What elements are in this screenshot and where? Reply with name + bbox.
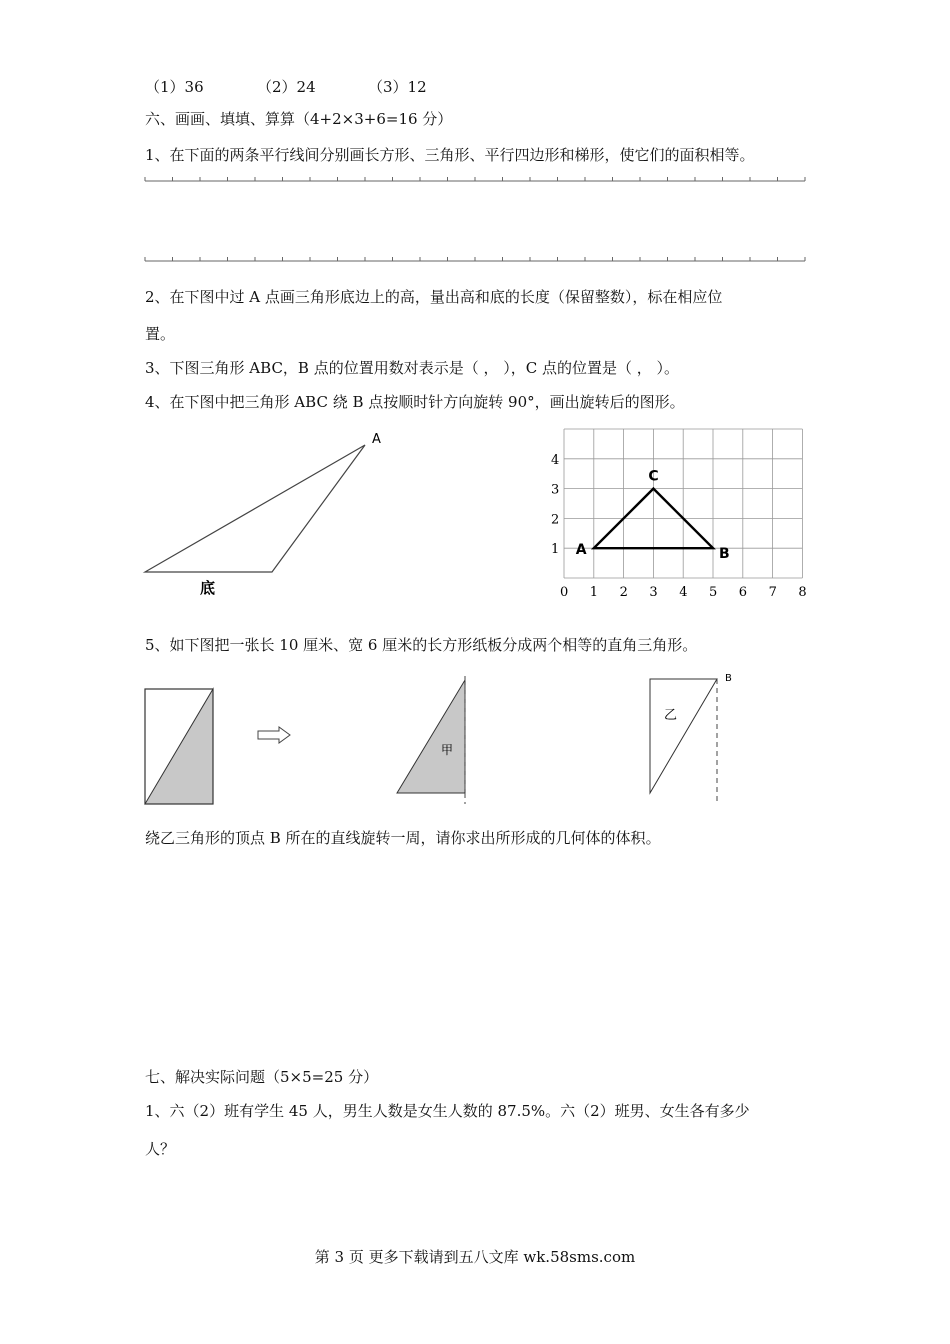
point-label-b: B <box>719 546 730 563</box>
y-tick-label: 1 <box>551 542 560 558</box>
coordinate-grid-figure <box>548 425 818 605</box>
q3-text: 3、下图三角形 ABC，B 点的位置用数对表示是（ ， ），C 点的位置是（ ， ）。 <box>145 359 680 377</box>
section7-title: 七、解决实际问题（5×5=25 分） <box>145 1068 379 1086</box>
q5-task-text: 绕乙三角形的顶点 B 所在的直线旋转一周，请你求出所形成的几何体的体积。 <box>145 829 661 847</box>
obtuse-triangle-figure <box>140 425 390 600</box>
x-tick-label: 0 <box>560 585 569 600</box>
section7-q1-line2: 人？ <box>145 1140 176 1158</box>
q4-text: 4、在下图中把三角形 ABC 绕 B 点按顺时针方向旋转 90°，画出旋转后的图形。 <box>145 393 685 411</box>
x-tick-label: 7 <box>768 585 777 600</box>
triangle-shape <box>145 445 365 572</box>
triangle-jia-shape <box>397 680 465 793</box>
right-arrow-icon <box>257 726 293 744</box>
y-tick-label: 4 <box>551 452 560 468</box>
apex-label: A <box>372 432 381 447</box>
x-tick-label: 3 <box>649 585 658 600</box>
triangle-jia-figure <box>395 676 475 806</box>
q1-text: 1、在下面的两条平行线间分别画长方形、三角形、平行四边形和梯形，使它们的面积相等。 <box>145 146 755 164</box>
base-label: 底 <box>200 579 216 597</box>
x-tick-label: 5 <box>709 585 718 600</box>
option-2: （2）24 <box>257 78 316 96</box>
shaded-half <box>145 689 213 804</box>
b-label: B <box>725 673 732 684</box>
section7-q1-line1: 1、六（2）班有学生 45 人，男生人数是女生人数的 87.5%。六（2）班男、女生各有多少 <box>145 1102 750 1120</box>
yi-label: 乙 <box>664 708 678 723</box>
triangle-yi-figure <box>647 671 747 806</box>
parallel-line-top <box>145 176 807 184</box>
y-tick-label: 3 <box>551 482 560 498</box>
option-3: （3）12 <box>368 78 427 96</box>
q2-text-line2: 置。 <box>145 325 176 343</box>
q2-text-line1: 2、在下图中过 A 点画三角形底边上的高，量出高和底的长度（保留整数），标在相应位 <box>145 288 723 306</box>
x-tick-label: 8 <box>798 585 807 600</box>
option-1: （1）36 <box>145 78 204 96</box>
triangle-yi-shape <box>650 679 717 793</box>
x-tick-label: 4 <box>679 585 688 600</box>
x-tick-label: 1 <box>589 585 599 600</box>
parallel-line-bottom <box>145 256 807 264</box>
y-tick-label: 2 <box>551 512 560 528</box>
q5-text: 5、如下图把一张长 10 厘米、宽 6 厘米的长方形纸板分成两个相等的直角三角形。 <box>145 636 698 654</box>
point-label-a: A <box>575 542 587 559</box>
section6-title: 六、画画、填填、算算（4+2×3+6=16 分） <box>145 110 453 128</box>
point-label-c: C <box>648 468 659 485</box>
x-tick-label: 6 <box>738 585 748 600</box>
x-tick-label: 2 <box>619 585 628 600</box>
jia-label: 甲 <box>441 743 454 757</box>
split-rectangle-figure <box>143 687 223 807</box>
page-footer: 第 3 页 更多下载请到五八文库 wk.58sms.com <box>314 1248 636 1266</box>
